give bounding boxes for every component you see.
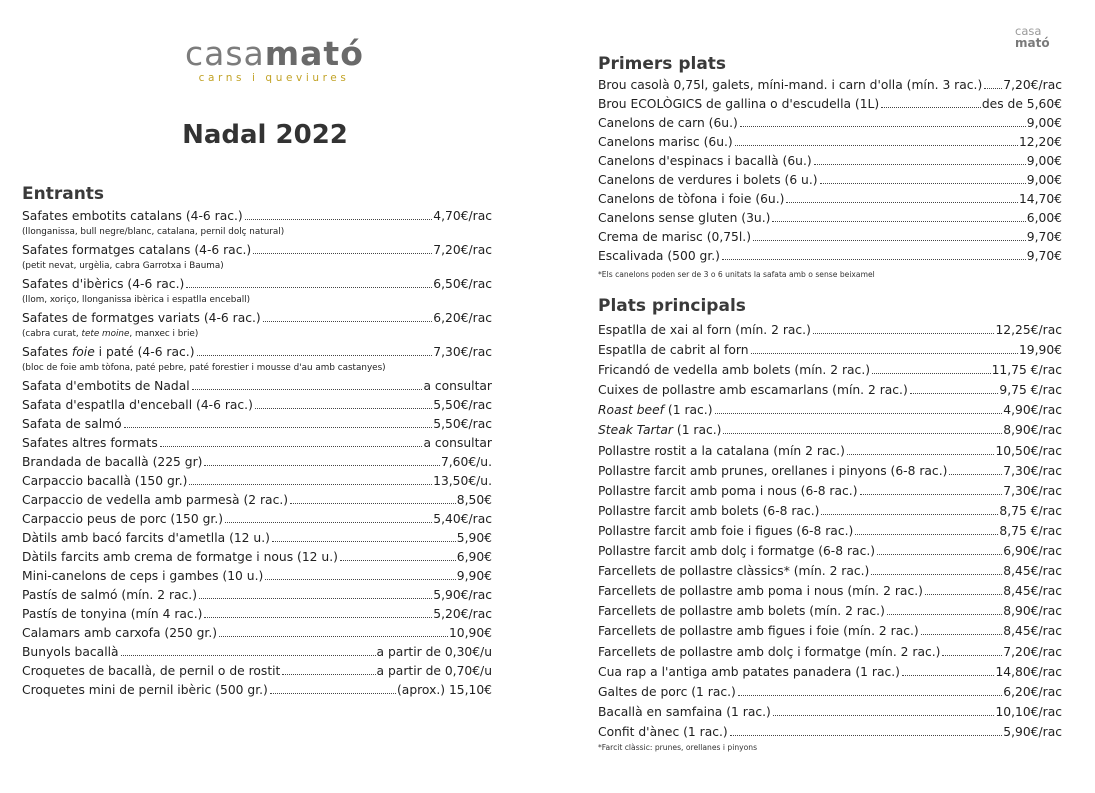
dot-leader [942,654,1002,656]
dot-leader [910,392,999,394]
item-name: Pollastre farcit amb dolç i formatge (6-8 rac.) [598,544,876,559]
dot-leader [225,521,432,523]
item-price: 4,90€/rac [1003,403,1062,418]
dot-leader [192,388,423,390]
name-part-italic: Roast beef [598,403,665,418]
dot-leader [265,578,455,580]
dot-leader [887,613,1002,615]
item-price: 7,30€/rac [1003,483,1062,498]
menu-item [22,681,492,700]
item-price: 7,60€/u. [440,455,492,469]
menu-item [22,548,492,567]
menu-item [598,601,1062,621]
item-price: 9,90€ [456,569,492,583]
item-description: (llom, xoriço, llonganissa ibèrica i espatlla enceball) [22,295,251,305]
item-price: 10,10€/rac [995,704,1062,719]
item-price: 5,90€/rac [433,588,492,602]
dot-leader [735,144,1018,146]
item-name: Pollastre farcit amb foie i figues (6-8 rac.) [598,523,854,538]
menu-item [22,453,492,472]
item-name: Pastís de tonyina (mín 4 rac.) [22,607,203,621]
menu-item [598,114,1062,133]
item-name: Safates altres formats [22,436,158,450]
dot-leader [121,654,376,656]
logo-wordmark [185,36,363,72]
menu-item [22,434,492,453]
item-name: Pollastre farcit amb poma i nous (6-8 rac.) [598,483,858,498]
dot-leader [855,533,998,535]
item-name: Confit d'ànec (1 rac.) [598,724,728,739]
desc-part: (cabra curat, [22,329,82,339]
logo-word-light: casa [185,34,265,73]
dot-leader [820,182,1026,184]
dot-leader [255,407,432,409]
dot-leader [186,286,432,288]
dot-leader [753,239,1026,241]
item-price: 6,90€ [456,550,492,564]
item-price: 13,50€/u. [433,474,492,488]
item-name: Croquetes mini de pernil ibèric (500 gr.) [22,683,268,697]
mini-logo-bottom: mató [1015,36,1050,50]
item-name: Safates formatges catalans (4-6 rac.) [22,243,252,257]
dot-leader [124,426,433,428]
menu-item [22,510,492,529]
dot-leader [219,635,448,637]
item-price: 6,00€ [1026,211,1062,225]
item-name: Brandada de bacallà (225 gr) [22,455,203,469]
dot-leader [253,252,432,254]
item-name: Safata d'espatlla d'enceball (4-6 rac.) [22,398,253,412]
item-name: Pollastre rostit a la catalana (mín 2 rac.) [598,443,845,458]
item-name: Safata de salmó [22,417,122,431]
item-price: 10,50€/rac [995,443,1062,458]
item-name: Croquetes de bacallà, de pernil o de rostit [22,664,281,678]
menu-item [598,541,1062,561]
menu-item [598,621,1062,641]
item-name [598,400,713,420]
dot-leader [738,694,1002,696]
menu-item [598,441,1062,461]
item-name: Farcellets de pollastre amb poma i nous (mín. 2 rac.) [598,584,923,599]
dot-leader [881,106,981,108]
item-name: Canelons marisc (6u.) [598,135,733,149]
item-price: a partir de 0,70€/u [376,664,492,678]
item-name: Pollastre farcit amb bolets (6-8 rac.) [598,503,820,518]
dot-leader [204,464,439,466]
menu-item [22,586,492,605]
dot-leader [984,87,1002,89]
dot-leader [860,493,1003,495]
entrants-list [22,207,492,700]
menu-item [22,567,492,586]
item-name: Espatlla de cabrit al forn [598,343,749,358]
menu-item [598,561,1062,581]
menu-item [22,491,492,510]
item-name: Mini-canelons de ceps i gambes (10 u.) [22,569,264,583]
item-description: (llonganissa, bull negre/blanc, catalana, pernil dolç natural) [22,227,285,237]
item-price: 7,20€/rac [1003,644,1062,659]
item-name: Bunyols bacallà [22,645,119,659]
dot-leader [949,473,1002,475]
item-price: 9,00€ [1026,116,1062,130]
menu-item [598,152,1062,171]
item-name: Escalivada (500 gr.) [598,249,720,263]
item-price: des de 5,60€ [981,97,1062,111]
dot-leader [772,220,1025,222]
principals-list [598,320,1062,742]
desc-part-italic: tete moine [81,329,130,339]
item-name: Dàtils amb bacó farcits d'ametlla (12 u.) [22,531,270,545]
dot-leader [189,483,432,485]
item-name: Cuixes de pollastre amb escamarlans (mín. 2 rac.) [598,383,908,398]
item-price: 5,90€/rac [1003,724,1062,739]
item-price: 6,20€/rac [1003,684,1062,699]
menu-item [598,171,1062,190]
dot-leader [925,593,1002,595]
dot-leader [272,540,456,542]
logo-word-bold: mató [264,34,364,73]
item-price: 12,25€/rac [995,323,1062,337]
item-price: 4,70€/rac [433,209,492,223]
menu-item [598,340,1062,360]
item-price: 7,30€/rac [433,345,492,359]
menu-item [22,472,492,491]
item-price: 7,20€/rac [433,243,492,257]
item-price: 8,45€/rac [1003,584,1062,599]
name-part: (1 rac.) [664,403,713,418]
dot-leader [270,692,396,694]
item-name: Farcellets de pollastre clàssics* (mín. 2 rac.) [598,564,870,579]
item-name: Carpaccio bacallà (150 gr.) [22,474,188,488]
dot-leader [814,163,1026,165]
dot-leader [730,734,1003,736]
menu-item [22,396,492,415]
item-description: (bloc de foie amb tòfona, paté pebre, paté forestier i mousse d'au amb castanyes) [22,363,386,373]
item-name: Pollastre farcit amb prunes, orellanes i pinyons (6-8 rac.) [598,463,948,478]
menu-item [598,400,1062,420]
item-name: Crema de marisc (0,75l.) [598,230,752,244]
dot-leader [740,125,1026,127]
item-price: 12,20€ [1018,135,1062,149]
dot-leader [877,553,1002,555]
name-part-italic: Steak Tartar [598,423,673,438]
menu-item [22,529,492,548]
primers-footnote: *Els canelons poden ser de 3 o 6 unitats la safata amb o sense beixamel [598,270,875,279]
menu-item [22,241,492,260]
dot-leader [773,714,995,716]
dot-leader [290,502,456,504]
item-name: Safates d'ibèrics (4-6 rac.) [22,277,185,291]
brand-logo [185,36,363,84]
dot-leader [751,352,1018,354]
mini-logo-top: casa [1015,24,1042,38]
menu-item [22,207,492,226]
item-price: 9,70€ [1026,249,1062,263]
item-price: 19,90€ [1018,343,1062,358]
item-price: 6,50€/rac [433,277,492,291]
dot-leader [263,320,433,322]
dot-leader [847,453,995,455]
item-price: 8,75 €/rac [999,503,1062,518]
primers-list [598,76,1062,266]
menu-item [598,722,1062,742]
name-part-italic: foie [71,345,95,359]
menu-item [22,343,492,362]
menu-item [22,309,492,328]
item-price: 7,20€/rac [1003,78,1062,92]
menu-item [598,320,1062,340]
menu-item [598,380,1062,400]
menu-item [598,247,1062,266]
menu-item [598,133,1062,152]
item-price: 9,00€ [1026,154,1062,168]
section-title-entrants: Entrants [22,184,105,204]
dot-leader [921,633,1003,635]
item-name: Safata d'embotits de Nadal [22,379,190,393]
item-price: 6,90€/rac [1003,544,1062,559]
item-price: 9,70€ [1026,230,1062,244]
menu-item [598,76,1062,95]
item-price: 8,90€/rac [1003,604,1062,619]
item-price: 14,80€/rac [995,664,1062,679]
dot-leader [872,372,991,374]
item-name: Espatlla de xai al forn (mín. 2 rac.) [598,323,811,337]
item-price: 8,90€/rac [1003,423,1062,438]
item-price: a consultar [423,436,492,450]
item-price: 8,45€/rac [1003,564,1062,579]
item-name: Safates embotits catalans (4-6 rac.) [22,209,243,223]
item-price: 6,20€/rac [433,311,492,325]
item-price: 5,40€/rac [433,512,492,526]
menu-item [22,377,492,396]
dot-leader [786,201,1018,203]
item-price: 8,75 €/rac [999,523,1062,538]
item-name: Canelons de tòfona i foie (6u.) [598,192,785,206]
item-name: Carpaccio peus de porc (150 gr.) [22,512,224,526]
item-name: Canelons de carn (6u.) [598,116,738,130]
dot-leader [282,673,375,675]
item-name: Pastís de salmó (mín. 2 rac.) [22,588,198,602]
dot-leader [821,513,998,515]
dot-leader [245,218,433,220]
item-name: Brou ECOLÒGICS de gallina o d'escudella (1L) [598,97,880,111]
item-price: a consultar [423,379,492,393]
item-price: 7,30€/rac [1003,463,1062,478]
principals-footnote: *Farcit clàssic: prunes, orellanes i pinyons [598,743,758,752]
dot-leader [340,559,456,561]
item-name: Safates de formatges variats (4-6 rac.) [22,311,261,325]
menu-item [598,95,1062,114]
item-name [598,420,721,440]
name-part: Safates [22,345,72,359]
item-name [22,343,195,362]
item-name: Bacallà en samfaina (1 rac.) [598,704,771,719]
menu-item [598,521,1062,541]
menu-item [598,702,1062,722]
section-title-primers: Primers plats [598,54,727,74]
dot-leader [902,674,995,676]
item-name: Dàtils farcits amb crema de formatge i nous (12 u.) [22,550,338,564]
dot-leader [160,445,423,447]
item-price: (aprox.) 15,10€ [397,683,492,697]
dot-leader [813,332,995,334]
menu-item [598,209,1062,228]
menu-item [598,481,1062,501]
menu-item [598,662,1062,682]
item-name: Canelons de verdures i bolets (6 u.) [598,173,818,187]
item-price: 5,90€ [456,531,492,545]
menu-item [598,228,1062,247]
desc-part: , manxec i brie) [129,329,199,339]
menu-item [22,275,492,294]
menu-item [598,461,1062,481]
name-part: (1 rac.) [672,423,722,438]
item-price: 5,50€/rac [433,398,492,412]
dot-leader [197,354,433,356]
menu-item [598,420,1062,440]
item-price: 10,90€ [448,626,492,640]
menu-item [598,501,1062,521]
item-price: 8,45€/rac [1003,624,1062,639]
item-name: Canelons d'espinacs i bacallà (6u.) [598,154,812,168]
menu-item [598,581,1062,601]
menu-item [22,643,492,662]
item-name: Farcellets de pollastre amb dolç i formatge (mín. 2 rac.) [598,644,941,659]
dot-leader [871,573,1002,575]
mini-logo [1015,25,1063,49]
item-name: Brou casolà 0,75l, galets, míni-mand. i carn d'olla (mín. 3 rac.) [598,78,983,92]
item-price: a partir de 0,30€/u [376,645,492,659]
item-price: 9,00€ [1026,173,1062,187]
item-price: 9,75 €/rac [999,383,1062,398]
item-description: (petit nevat, urgèlia, cabra Garrotxa i Bauma) [22,261,224,271]
logo-tagline: carns i queviures [198,72,350,84]
item-name: Farcellets de pollastre amb bolets (mín. 2 rac.) [598,604,885,619]
item-price: 8,50€ [456,493,492,507]
section-title-principals: Plats principals [598,296,746,316]
menu-item [22,605,492,624]
menu-item [22,415,492,434]
menu-item [22,624,492,643]
menu-item [598,360,1062,380]
menu-item [598,642,1062,662]
item-name: Fricandó de vedella amb bolets (mín. 2 rac.) [598,363,871,378]
menu-item [598,682,1062,702]
name-part: i paté (4-6 rac.) [94,345,195,359]
item-name: Carpaccio de vedella amb parmesà (2 rac.) [22,493,289,507]
item-price: 5,50€/rac [433,417,492,431]
item-price: 11,75 €/rac [991,363,1062,378]
dot-leader [723,432,1002,434]
dot-leader [204,616,432,618]
menu-item [598,190,1062,209]
dot-leader [722,258,1026,260]
item-name: Galtes de porc (1 rac.) [598,684,736,699]
item-price: 5,20€/rac [433,607,492,621]
item-name: Canelons sense gluten (3u.) [598,211,771,225]
item-name: Cua rap a l'antiga amb patates panadera (1 rac.) [598,664,900,679]
menu-item [22,662,492,681]
item-price: 14,70€ [1018,192,1062,206]
item-name: Farcellets de pollastre amb figues i foie (mín. 2 rac.) [598,624,919,639]
item-description [22,328,492,343]
dot-leader [715,412,1003,414]
item-name: Calamars amb carxofa (250 gr.) [22,626,218,640]
dot-leader [199,597,432,599]
page-title: Nadal 2022 [182,120,348,150]
